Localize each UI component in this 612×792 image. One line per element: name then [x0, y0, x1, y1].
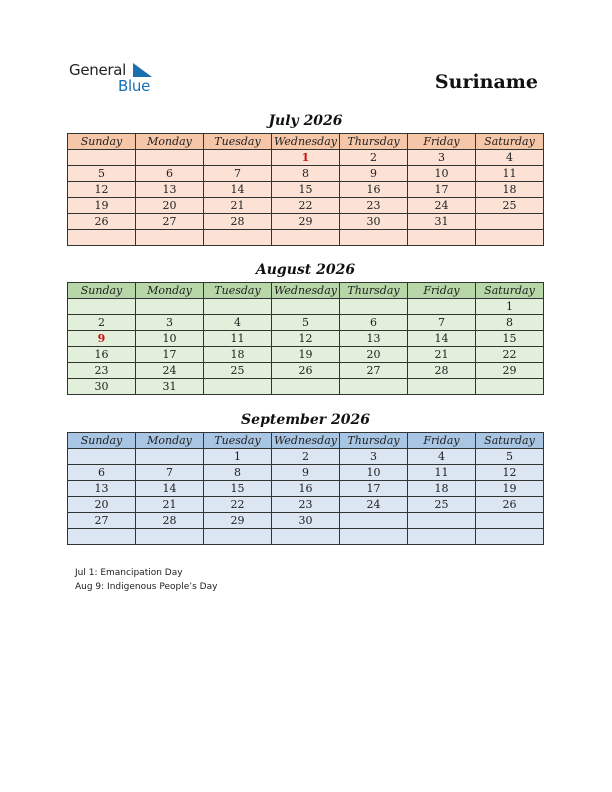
day-cell: 19 — [476, 481, 544, 497]
weekday-header: Saturday — [476, 433, 544, 449]
day-cell — [272, 529, 340, 545]
day-cell: 29 — [204, 513, 272, 529]
week-row — [68, 379, 544, 395]
day-cell: 14 — [408, 331, 476, 347]
day-cell: 25 — [476, 198, 544, 214]
day-cell: 13 — [136, 182, 204, 198]
day-cell — [340, 299, 408, 315]
day-cell: 31 — [136, 379, 204, 395]
day-cell: 6 — [68, 465, 136, 481]
day-cell: 6 — [136, 166, 204, 182]
day-cell: 4 — [476, 150, 544, 166]
calendar-september — [67, 432, 544, 545]
day-cell — [272, 379, 340, 395]
week-row — [68, 513, 544, 529]
day-cell — [136, 299, 204, 315]
week-row — [68, 465, 544, 481]
weekday-header: Thursday — [340, 134, 408, 150]
day-cell: 20 — [340, 347, 408, 363]
day-cell: 23 — [68, 363, 136, 379]
day-cell — [476, 379, 544, 395]
day-cell — [272, 299, 340, 315]
day-cell: 2 — [68, 315, 136, 331]
day-cell: 26 — [68, 214, 136, 230]
day-cell — [340, 230, 408, 246]
day-cell: 10 — [408, 166, 476, 182]
day-cell: 4 — [408, 449, 476, 465]
day-cell: 18 — [408, 481, 476, 497]
day-cell: 20 — [136, 198, 204, 214]
day-cell — [68, 230, 136, 246]
holiday-day-cell: 9 — [68, 331, 136, 347]
holiday-note: Aug 9: Indigenous People’s Day — [75, 582, 218, 592]
day-cell: 14 — [204, 182, 272, 198]
day-cell: 10 — [340, 465, 408, 481]
week-row — [68, 299, 544, 315]
day-cell: 7 — [136, 465, 204, 481]
day-cell: 18 — [476, 182, 544, 198]
day-cell: 3 — [408, 150, 476, 166]
weekday-header: Monday — [136, 134, 204, 150]
day-cell: 15 — [204, 481, 272, 497]
day-cell: 21 — [136, 497, 204, 513]
day-cell: 16 — [272, 481, 340, 497]
calendar-july — [67, 133, 544, 246]
day-cell: 5 — [68, 166, 136, 182]
day-cell — [204, 230, 272, 246]
day-cell: 7 — [204, 166, 272, 182]
day-cell — [68, 529, 136, 545]
holiday-day-cell: 1 — [272, 150, 340, 166]
week-row — [68, 529, 544, 545]
day-cell: 25 — [204, 363, 272, 379]
day-cell: 23 — [272, 497, 340, 513]
day-cell — [204, 299, 272, 315]
day-cell — [408, 230, 476, 246]
weekday-header: Saturday — [476, 134, 544, 150]
day-cell: 8 — [476, 315, 544, 331]
week-row — [68, 166, 544, 182]
day-cell: 15 — [476, 331, 544, 347]
week-row — [68, 331, 544, 347]
day-cell: 11 — [204, 331, 272, 347]
weekday-header: Friday — [408, 283, 476, 299]
day-cell — [476, 230, 544, 246]
day-cell: 28 — [408, 363, 476, 379]
day-cell: 12 — [272, 331, 340, 347]
day-cell: 9 — [340, 166, 408, 182]
day-cell: 28 — [136, 513, 204, 529]
day-cell: 26 — [476, 497, 544, 513]
day-cell — [136, 449, 204, 465]
day-cell: 17 — [136, 347, 204, 363]
day-cell: 1 — [204, 449, 272, 465]
country-title: Suriname — [434, 71, 538, 93]
weekday-header: Monday — [136, 283, 204, 299]
day-cell: 6 — [340, 315, 408, 331]
logo-text-general: General — [69, 61, 127, 79]
day-cell — [136, 150, 204, 166]
day-cell: 25 — [408, 497, 476, 513]
day-cell — [136, 230, 204, 246]
day-cell: 19 — [68, 198, 136, 214]
day-cell: 18 — [204, 347, 272, 363]
weekday-header-row — [68, 433, 544, 449]
day-cell: 3 — [136, 315, 204, 331]
day-cell: 22 — [204, 497, 272, 513]
day-cell: 7 — [408, 315, 476, 331]
day-cell: 3 — [340, 449, 408, 465]
month-title-september: September 2026 — [241, 412, 370, 428]
day-cell: 13 — [68, 481, 136, 497]
weekday-header-row — [68, 283, 544, 299]
weekday-header: Tuesday — [204, 134, 272, 150]
day-cell: 2 — [340, 150, 408, 166]
day-cell: 30 — [68, 379, 136, 395]
week-row — [68, 481, 544, 497]
day-cell: 31 — [408, 214, 476, 230]
day-cell: 22 — [476, 347, 544, 363]
day-cell: 11 — [476, 166, 544, 182]
day-cell: 27 — [136, 214, 204, 230]
week-row — [68, 230, 544, 246]
day-cell — [476, 513, 544, 529]
week-row — [68, 315, 544, 331]
day-cell: 26 — [272, 363, 340, 379]
day-cell: 2 — [272, 449, 340, 465]
day-cell: 10 — [136, 331, 204, 347]
day-cell: 9 — [272, 465, 340, 481]
day-cell: 24 — [340, 497, 408, 513]
day-cell — [204, 529, 272, 545]
day-cell — [340, 513, 408, 529]
day-cell: 23 — [340, 198, 408, 214]
weekday-header: Wednesday — [272, 283, 340, 299]
week-row — [68, 150, 544, 166]
weekday-header: Wednesday — [272, 433, 340, 449]
day-cell: 17 — [408, 182, 476, 198]
weekday-header: Tuesday — [204, 283, 272, 299]
month-title-july: July 2026 — [268, 113, 343, 129]
day-cell: 14 — [136, 481, 204, 497]
day-cell: 29 — [476, 363, 544, 379]
generalblue-logo — [69, 61, 179, 97]
day-cell: 4 — [204, 315, 272, 331]
day-cell: 5 — [272, 315, 340, 331]
day-cell: 15 — [272, 182, 340, 198]
day-cell: 27 — [340, 363, 408, 379]
day-cell: 13 — [340, 331, 408, 347]
day-cell: 21 — [204, 198, 272, 214]
day-cell — [408, 379, 476, 395]
day-cell — [408, 529, 476, 545]
day-cell: 24 — [136, 363, 204, 379]
day-cell — [204, 379, 272, 395]
day-cell: 20 — [68, 497, 136, 513]
day-cell: 28 — [204, 214, 272, 230]
day-cell — [476, 214, 544, 230]
day-cell — [340, 379, 408, 395]
calendar-august — [67, 282, 544, 395]
weekday-header: Friday — [408, 433, 476, 449]
day-cell: 17 — [340, 481, 408, 497]
holiday-notes — [75, 566, 217, 594]
day-cell — [68, 150, 136, 166]
day-cell — [272, 230, 340, 246]
week-row — [68, 449, 544, 465]
weekday-header-row — [68, 134, 544, 150]
day-cell: 27 — [68, 513, 136, 529]
week-row — [68, 347, 544, 363]
day-cell: 1 — [476, 299, 544, 315]
month-title-august: August 2026 — [255, 262, 356, 278]
week-row — [68, 497, 544, 513]
weekday-header: Tuesday — [204, 433, 272, 449]
weekday-header: Saturday — [476, 283, 544, 299]
week-row — [68, 182, 544, 198]
day-cell: 30 — [340, 214, 408, 230]
day-cell: 16 — [68, 347, 136, 363]
day-cell — [408, 513, 476, 529]
day-cell: 12 — [476, 465, 544, 481]
day-cell — [68, 299, 136, 315]
day-cell — [340, 529, 408, 545]
week-row — [68, 363, 544, 379]
weekday-header: Sunday — [68, 433, 136, 449]
weekday-header: Thursday — [340, 283, 408, 299]
day-cell: 16 — [340, 182, 408, 198]
day-cell: 12 — [68, 182, 136, 198]
day-cell: 19 — [272, 347, 340, 363]
weekday-header: Wednesday — [272, 134, 340, 150]
day-cell: 30 — [272, 513, 340, 529]
day-cell: 29 — [272, 214, 340, 230]
holiday-note: Jul 1: Emancipation Day — [75, 568, 183, 578]
day-cell: 11 — [408, 465, 476, 481]
day-cell: 8 — [204, 465, 272, 481]
weekday-header: Sunday — [68, 283, 136, 299]
weekday-header: Monday — [136, 433, 204, 449]
day-cell: 5 — [476, 449, 544, 465]
weekday-header: Thursday — [340, 433, 408, 449]
day-cell — [476, 529, 544, 545]
day-cell — [204, 150, 272, 166]
day-cell: 22 — [272, 198, 340, 214]
day-cell — [136, 529, 204, 545]
day-cell — [68, 449, 136, 465]
week-row — [68, 198, 544, 214]
day-cell — [408, 299, 476, 315]
day-cell: 24 — [408, 198, 476, 214]
weekday-header: Sunday — [68, 134, 136, 150]
logo-text-blue: Blue — [118, 77, 150, 95]
weekday-header: Friday — [408, 134, 476, 150]
day-cell: 8 — [272, 166, 340, 182]
week-row — [68, 214, 544, 230]
day-cell: 21 — [408, 347, 476, 363]
